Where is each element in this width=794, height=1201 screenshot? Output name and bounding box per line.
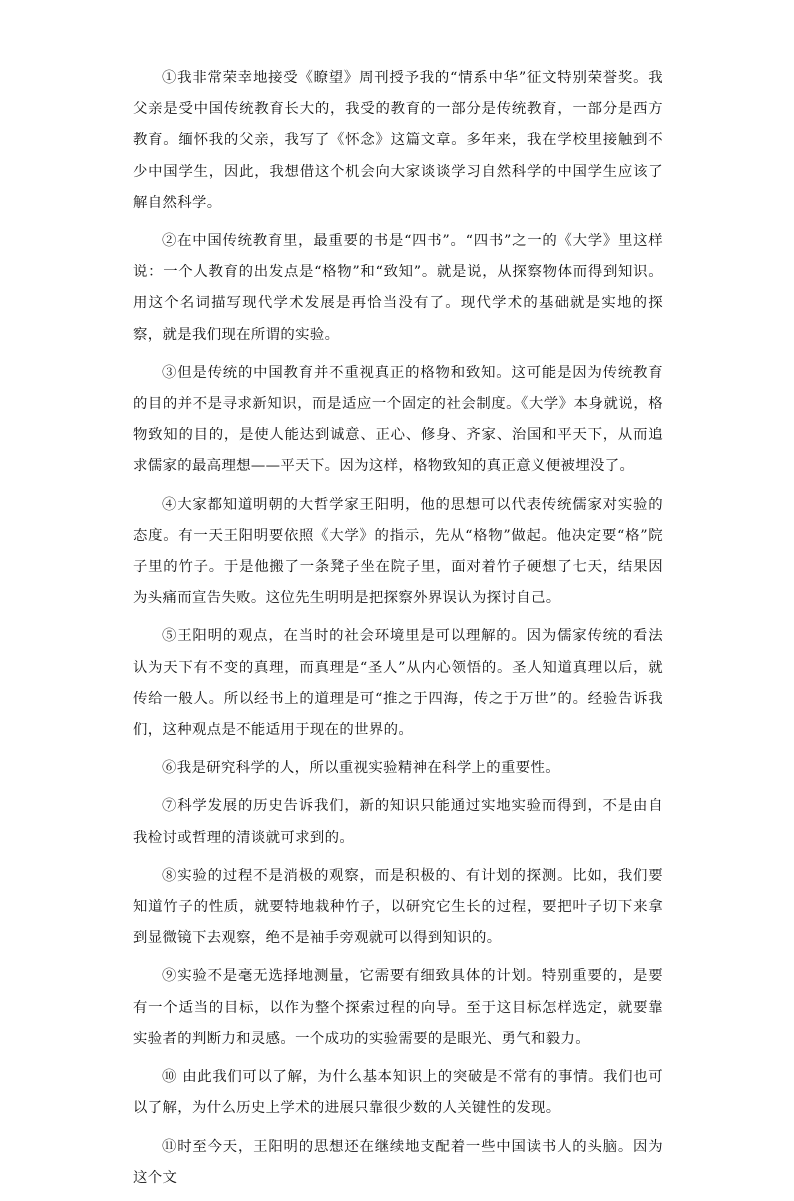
paragraph-5: ⑤王阳明的观点，在当时的社会环境里是可以理解的。因为儒家传统的看法认为天下有不变的真理，而真理是“圣人”从内心领悟的。圣人知道真理以后，就传给一般人。所以经书上的道理是可“推之于四海，传之于万世”的。经验告诉我们，这种观点是不能适用于现在的世界的。 xyxy=(133,628,663,739)
article-body xyxy=(133,63,663,1201)
paragraph-11: ⑪时至今天，王阳明的思想还在继续地支配着一些中国读书人的头脑。因为这个文 xyxy=(133,1138,663,1186)
paragraph-9: ⑨实验不是毫无选择地测量，它需要有细致具体的计划。特别重要的，是要有一个适当的目标，以作为整个探索过程的向导。至于这目标怎样选定，就要靠实验者的判断力和灵感。一个成功的实验需要的是眼光、勇气和毅力。 xyxy=(133,968,663,1047)
paragraph-3: ③但是传统的中国教育并不重视真正的格物和致知。这可能是因为传统教育的目的并不是寻求新知识，而是适应一个固定的社会制度。《大学》本身就说，格物致知的目的，是使人能达到诚意、正心、修身、齐家、治国和平天下，从而追求儒家的最高理想——平天下。因为这样，格物致知的真正意义便被埋没了。 xyxy=(133,364,663,475)
paragraph-4: ④大家都知道明朝的大哲学家王阳明，他的思想可以代表传统儒家对实验的态度。有一天王阳明要依照《大学》的指示，先从“格物”做起。他决定要“格”院子里的竹子。于是他搬了一条凳子坐在院子里，面对着竹子硬想了七天，结果因为头痛而宣告失败。这位先生明明是把探察外界误认为探讨自己。 xyxy=(133,496,663,607)
paragraph-7: ⑦科学发展的历史告诉我们，新的知识只能通过实地实验而得到，不是由自我检讨或哲理的清谈就可求到的。 xyxy=(133,798,663,846)
paragraph-10: ⑩ 由此我们可以了解，为什么基本知识上的突破是不常有的事情。我们也可以了解，为什么历史上学术的进展只靠很少数的人关键性的发现。 xyxy=(133,1069,663,1117)
paragraph-6: ⑥我是研究科学的人，所以重视实验精神在科学上的重要性。 xyxy=(162,760,560,777)
paragraph-1: ①我非常荣幸地接受《瞭望》周刊授予我的“情系中华”征文特别荣誉奖。我父亲是受中国传统教育长大的，我受的教育的一部分是传统教育，一部分是西方教育。缅怀我的父亲，我写了《怀念》这篇文章。多年来，我在学校里接触到不少中国学生，因此，我想借这个机会向大家谈谈学习自然科学的中国学生应该了解自然科学。 xyxy=(133,70,663,211)
paragraph-8: ⑧实验的过程不是消极的观察，而是积极的、有计划的探测。比如，我们要知道竹子的性质，就要特地栽种竹子，以研究它生长的过程，要把叶子切下来拿到显微镜下去观察，绝不是袖手旁观就可以得到知识的。 xyxy=(133,867,663,947)
paragraph-2: ②在中国传统教育里，最重要的书是“四书”。“四书”之一的《大学》里这样说：一个人教育的出发点是“格物”和“致知”。就是说，从探察物体而得到知识。用这个名词描写现代学术发展是再恰当没有了。现代学术的基础就是实地的探察，就是我们现在所谓的实验。 xyxy=(133,233,663,343)
